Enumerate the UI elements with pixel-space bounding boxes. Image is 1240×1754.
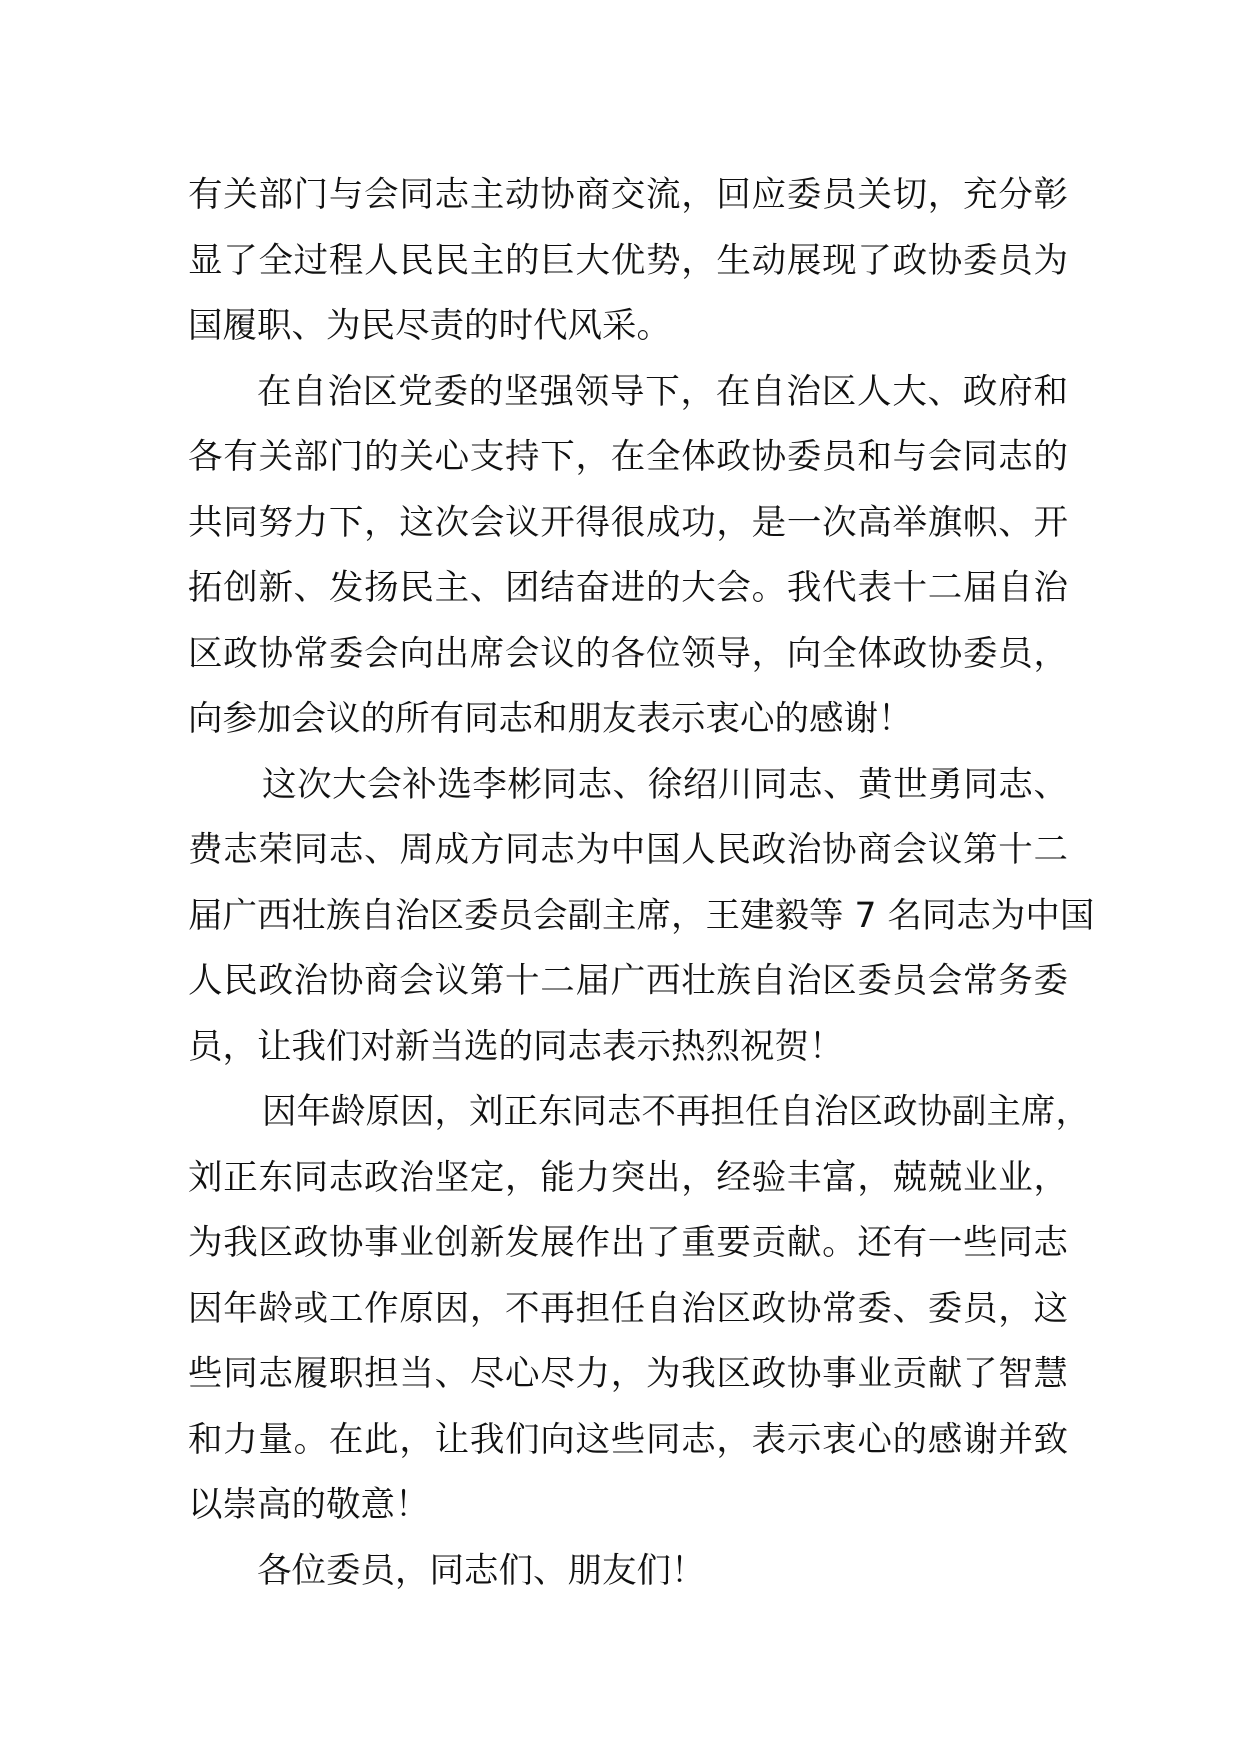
text-line: 向参加会议的所有同志和朋友表示衷心的感谢！ <box>188 699 913 739</box>
text-line: 有关部门与会同志主动协商交流，回应委员关切，充分彰 <box>188 175 1068 215</box>
text-line: 为我区政协事业创新发展作出了重要贡献。还有一些同志 <box>188 1223 1068 1263</box>
text-line: 显了全过程人民民主的巨大优势，生动展现了政协委员为 <box>188 240 1068 281</box>
text-line: 刘正东同志政治坚定，能力突出，经验丰富，兢兢业业， <box>188 1157 1068 1198</box>
paragraph-3 <box>188 753 1095 1081</box>
text-line: 费志荣同志、周成方同志为中国人民政治协商会议第十二 <box>188 830 1068 870</box>
text-line: 和力量。在此，让我们向这些同志，表示衷心的感谢并致 <box>188 1419 1068 1460</box>
text-line: 各位委员，同志们、朋友们！ <box>257 1550 706 1591</box>
text-line: 拓创新、发扬民主、团结奋进的大会。我代表十二届自治 <box>188 568 1068 608</box>
text-line: 以崇高的敬意！ <box>188 1485 430 1525</box>
paragraph-5 <box>188 1539 1068 1605</box>
text-line: 届广西壮族自治区委员会副主席，王建毅等 7 名同志为中国 <box>188 895 1095 936</box>
paragraph-1 <box>188 163 1068 360</box>
text-line: 因年龄原因，刘正东同志不再担任自治区政协副主席， <box>262 1092 1090 1132</box>
text-line: 些同志履职担当、尽心尽力，为我区政协事业贡献了智慧 <box>188 1354 1068 1394</box>
text-line: 国履职、为民尽责的时代风采。 <box>188 306 671 346</box>
text-line: 在自治区党委的坚强领导下，在自治区人大、政府和 <box>257 371 1068 412</box>
body-text <box>188 163 1095 1604</box>
text-line: 员，让我们对新当选的同志表示热烈祝贺！ <box>188 1026 844 1067</box>
text-line: 因年龄或工作原因，不再担任自治区政协常委、委员，这 <box>188 1288 1068 1329</box>
paragraph-2 <box>188 360 1068 753</box>
text-line: 这次大会补选李彬同志、徐绍川同志、黄世勇同志、 <box>262 764 1068 805</box>
text-line: 共同努力下，这次会议开得很成功，是一次高举旗帜、开 <box>188 502 1068 543</box>
text-line: 各有关部门的关心支持下，在全体政协委员和与会同志的 <box>188 437 1068 477</box>
text-line: 人民政治协商会议第十二届广西壮族自治区委员会常务委 <box>188 961 1068 1001</box>
text-line: 区政协常委会向出席会议的各位领导，向全体政协委员， <box>188 633 1068 674</box>
paragraph-4 <box>188 1080 1090 1539</box>
